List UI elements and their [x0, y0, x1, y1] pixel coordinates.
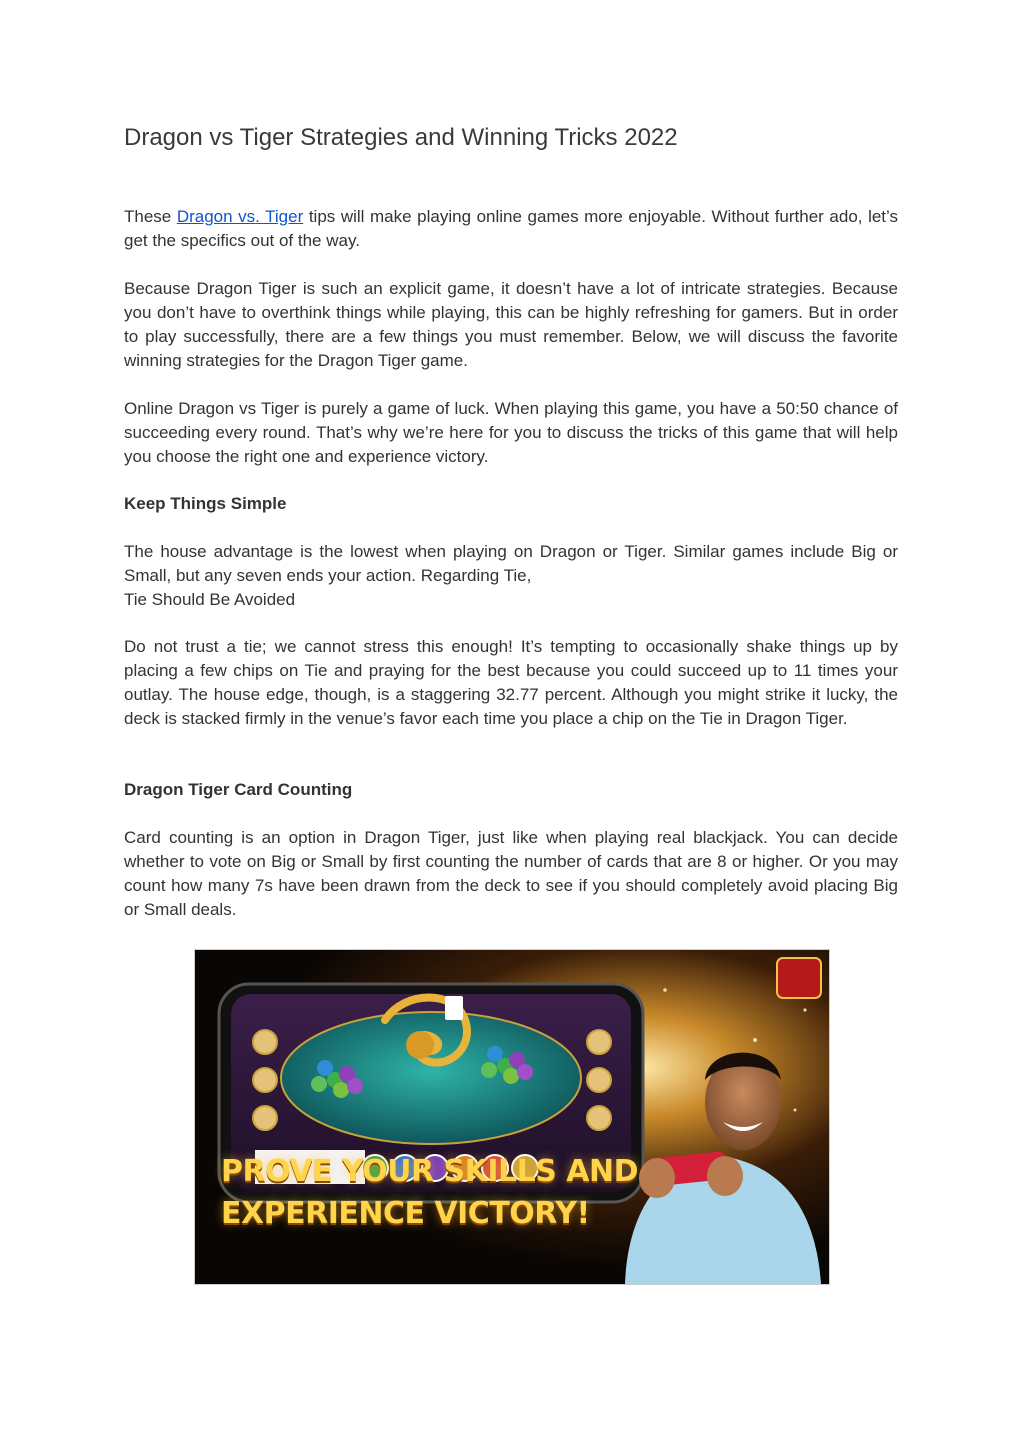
paragraph-luck: Online Dragon vs Tiger is purely a game of luck. When playing this game, you have a 50:50 chance of succeeding every round. That’s why we’re here for you to discuss the tricks of this game that will help you choose the right one and experience victory.: [124, 399, 898, 466]
paragraph-house-advantage: [124, 540, 898, 612]
paragraph-card-counting: Card counting is an option in Dragon Tiger, just like when playing real blackjack. You can decide whether to vote on Big or Small by first counting the number of cards that are 8 or higher. Or you may count how many 7s have been drawn from the deck to see if you should completely avoid placing Big or Small deals.: [124, 828, 898, 919]
game-table: [281, 1012, 581, 1144]
app-logo-icon: [777, 958, 821, 998]
heading-keep-things-simple: Keep Things Simple: [124, 494, 287, 513]
intro-paragraph: [124, 205, 898, 253]
heading-card-counting: Dragon Tiger Card Counting: [124, 780, 353, 799]
intro-text-after: tips will make playing online games more enjoyable. Without further ado, let’s get the specifics out of the way.: [124, 207, 898, 250]
dragon-tiger-link[interactable]: Dragon vs. Tiger: [176, 207, 304, 226]
intro-text-before: These: [124, 207, 177, 226]
card-icon: [445, 996, 463, 1020]
promo-line-1: PROVE YOUR SKILLS AND: [221, 1154, 639, 1189]
page-title: Dragon vs Tiger Strategies and Winning Tricks 2022: [124, 124, 678, 151]
promo-line-2: EXPERIENCE VICTORY!: [221, 1196, 590, 1231]
house-advantage-text: The house advantage is the lowest when playing on Dragon or Tiger. Similar games include Big or Small, but any seven ends your action. Regarding Tie,: [124, 542, 898, 585]
tie-avoid-line: Tie Should Be Avoided: [124, 590, 296, 609]
paragraph-tie: Do not trust a tie; we cannot stress this enough! It’s tempting to occasionally shake things up by placing a few chips on Tie and praying for the best because you could succeed up to 11 times your outlay. The house edge, though, is a staggering 32.77 percent. Although you might strike it lucky, the deck is stacked firmly in the venue’s favor each time you place a chip on the Tie in Dragon Tiger.: [124, 637, 898, 728]
promo-banner-image: [194, 949, 830, 1285]
paragraph-strategies: Because Dragon Tiger is such an explicit game, it doesn’t have a lot of intricate strategies. Because you don’t have to overthink things while playing, this can be highly refreshing for gamers. But in order to play successfully, there are a few things you must remember. Below, we will discuss the favorite winning strategies for the Dragon Tiger game.: [124, 279, 898, 370]
banner-artwork: [195, 950, 829, 1284]
